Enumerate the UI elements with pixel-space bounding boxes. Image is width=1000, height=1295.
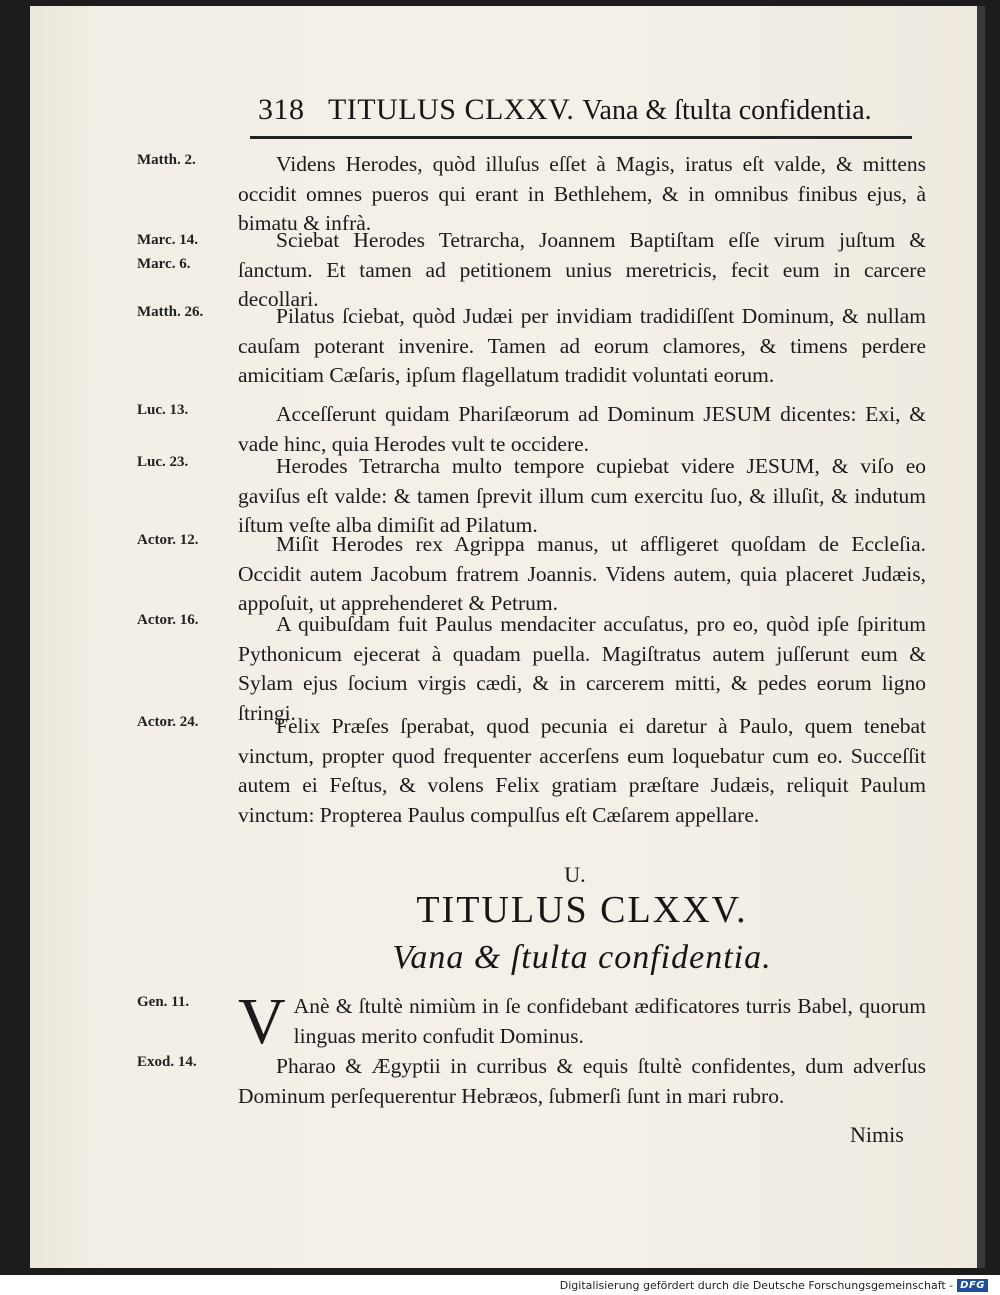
margin-reference: Luc. 23. [137,454,189,470]
margin-reference: Matth. 26. [137,304,204,320]
dfg-logo: DFG [957,1279,988,1292]
margin-reference: Luc. 13. [137,402,189,418]
margin-reference: Exod. 14. [137,1054,197,1070]
digitization-credit: Digitalisierung gefördert durch die Deutsche Forschungsgemeinschaft - [559,1278,954,1292]
footer-bar [0,1275,1000,1295]
section-title: TITULUS CLXXV. [416,889,748,931]
running-head-subject: Vana & ſtulta confidentia. [582,95,872,126]
entry-text: Pharao & Ægyptii in curribus & equis ſtultè confidentes, dum adverſus Dominum perſequerentur Hebræos, ſubmerſi ſunt in mari rubro. [238,1054,926,1108]
section-letter: U. [564,862,586,887]
drop-cap: V [238,985,286,1058]
margin-reference: Actor. 16. [137,612,199,628]
entry-text: Herodes Tetrarcha multo tempore cupiebat videre JESUM, & viſo eo gaviſus eſt valde: & tamen ſprevit illum cum exercitu ſuo, & illuſit, & indutum iſtum veſte alba dimiſit ad Pilatum. [238,454,926,537]
entry-text: Acceſſerunt quidam Phariſæorum ad Dominum JESUM dicentes: Exi, & vade hinc, quia Herodes vult te occidere. [238,402,926,456]
margin-reference [137,228,198,276]
running-head [258,93,926,137]
margin-reference: Matth. 2. [137,152,196,168]
entry-text: Videns Herodes, quòd illuſus eſſet à Magis, iratus eſt valde, & mittens occidit omnes pueros qui erant in Bethlehem, & in omnibus finibus ejus, à bimatu & infrà. [238,152,926,235]
header-rule [250,136,912,139]
entry-text-body: Anè & ſtultè nimiùm in ſe confidebant ædificatores turris Babel, quorum linguas merito confudit Dominus. [293,994,926,1048]
margin-reference: Actor. 12. [137,532,199,548]
margin-reference-line: Marc. 14. [137,232,198,248]
entry-text: Felix Præſes ſperabat, quod pecunia ei daretur à Paulo, quem tenebat vinctum, propter quod frequenter accerſens eum loquebatur cum eo. Succeſſit autem ei Feſtus, & volens Felix gratiam præſtare Judæis, reliquit Paulum vinctum: Propterea Paulus compulſus eſt Cæſarem appellare. [238,714,926,827]
entry-text: Miſit Herodes rex Agrippa manus, ut affligeret quoſdam de Eccleſia. Occidit autem Jacobum fratrem Joannis. Videns autem, quia placeret Judæis, appoſuit, ut apprehenderet & Petrum. [238,532,926,615]
margin-reference: Gen. 11. [137,994,190,1010]
entry-text: Sciebat Herodes Tetrarcha, Joannem Baptiſtam eſſe virum juſtum & ſanctum. Et tamen ad petitionem unius meretricis, fecit eum in carcere decollari. [238,228,926,311]
margin-reference: Actor. 24. [137,714,199,730]
section-subtitle: Vana & ſtulta confidentia. [392,939,772,976]
page-edge [977,6,985,1268]
page-number: 318 [258,93,305,126]
entry-text [238,985,926,1058]
entry-text: A quibuſdam fuit Paulus mendaciter accuſatus, pro eo, quòd ipſe ſpiritum Pythonicum ejecerat à quadam puella. Magiſtratus autem juſſerunt eum & Sylam ejus ſocium virgis cædi, & in carcerem mitti, & pedes eorum ligno ſtringi. [238,612,926,725]
catchword: Nimis [850,1122,904,1147]
running-head-title: TITULUS CLXXV. [327,93,575,126]
entry-text: Pilatus ſciebat, quòd Judæi per invidiam tradidiſſent Dominum, & nullam cauſam poterant invenire. Tamen ad eorum clamores, & timens perdere amicitiam Cæſaris, ipſum flagellatum tradidit voluntati eorum. [238,304,926,387]
margin-reference-line: Marc. 6. [137,256,191,272]
